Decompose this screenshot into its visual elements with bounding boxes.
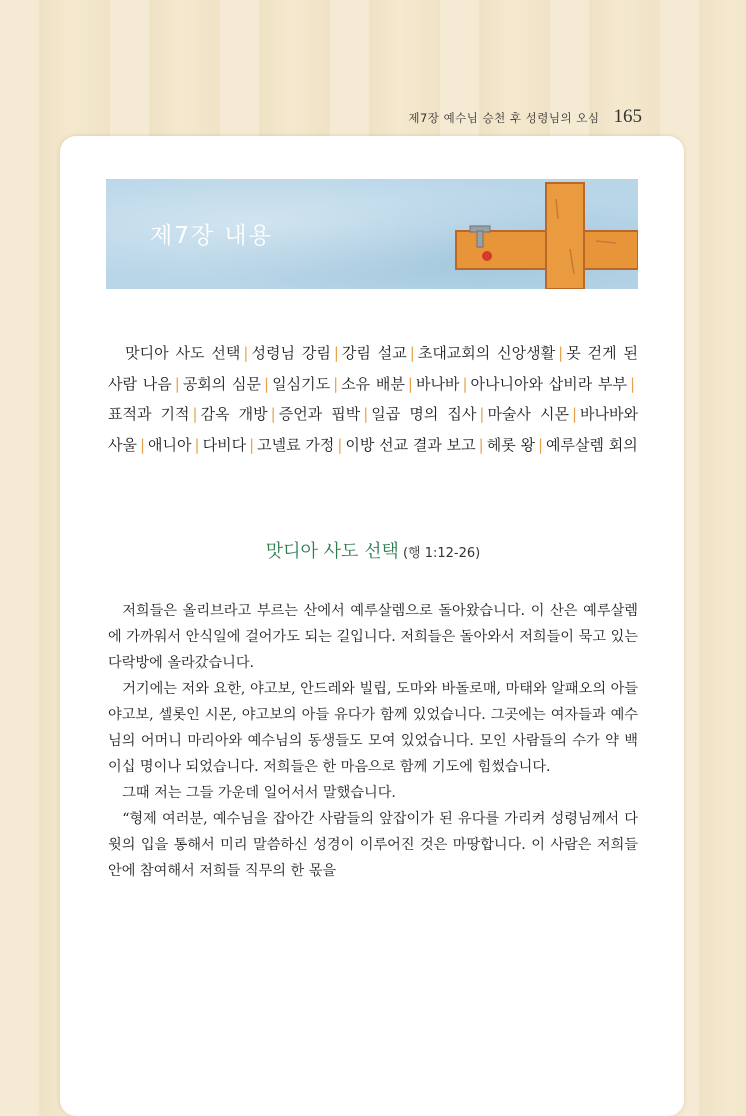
summary-item: 바나바와 사울 xyxy=(108,405,639,454)
summary-separator: | xyxy=(333,344,339,362)
summary-separator: | xyxy=(194,435,200,454)
summary-item: 소유 배분 xyxy=(341,374,405,393)
summary-item: 못 걷게 된 사람 나음 xyxy=(108,344,638,393)
summary-separator: | xyxy=(409,344,415,362)
summary-separator: | xyxy=(478,435,484,454)
summary-separator: | xyxy=(571,405,578,423)
summary-separator: | xyxy=(270,405,276,423)
banner-title: 제7장 내용 xyxy=(150,223,273,249)
summary-item: 다비다 xyxy=(202,435,247,454)
page-number: 165 xyxy=(613,106,642,127)
summary-separator: | xyxy=(537,435,544,454)
summary-separator: | xyxy=(243,344,249,362)
summary-item: 표적과 기적 xyxy=(108,405,190,423)
summary-separator: | xyxy=(629,374,636,393)
wooden-cross-with-nail-icon xyxy=(446,179,638,289)
summary-separator: | xyxy=(333,374,339,393)
body-paragraph: 저희들은 올리브라고 부르는 산에서 예루살렘으로 돌아왔습니다. 이 산은 예루살렘에 가까워서 안식일에 걸어가도 되는 길입니다. 저희들은 돌아와서 저희들이 묵고 있는 다락방에 올라갔습니다. xyxy=(108,603,638,671)
summary-item: 예루살렘 회의 xyxy=(546,435,638,454)
summary-separator: | xyxy=(264,374,270,393)
chapter-summary xyxy=(108,338,638,460)
summary-item: 마술사 시몬 xyxy=(487,405,569,423)
summary-item: 강림 설교 xyxy=(341,344,407,362)
summary-separator: | xyxy=(407,374,413,393)
body-text xyxy=(108,598,638,884)
summary-separator: | xyxy=(558,344,564,362)
summary-item: 증언과 핍박 xyxy=(278,405,361,423)
summary-item: 애니아 xyxy=(148,435,192,454)
scripture-reference: (행 1:12-26) xyxy=(402,546,481,561)
section-heading xyxy=(0,537,746,563)
summary-separator: | xyxy=(249,435,255,454)
summary-item: 이방 선교 결과 보고 xyxy=(345,435,476,454)
summary-item: 일곱 명의 집사 xyxy=(371,405,477,423)
summary-item: 일심기도 xyxy=(272,374,331,393)
body-paragraph: “형제 여러분, 예수님을 잡아간 사람들의 앞잡이가 된 유다를 가리켜 성령님께서 다윗의 입을 통해서 미리 말씀하신 성경이 이루어진 것은 마땅합니다. 이 사람은 저희들 안에 참여해서 저희들 직무의 한 몫을 xyxy=(108,811,638,879)
body-paragraph: 그때 저는 그들 가운데 일어서서 말했습니다. xyxy=(122,785,396,801)
summary-item: 헤롯 왕 xyxy=(486,435,535,454)
summary-item: 맛디아 사도 선택 xyxy=(125,344,241,362)
section-title: 맛디아 사도 선택 xyxy=(265,541,399,562)
summary-separator: | xyxy=(479,405,485,423)
summary-item: 공회의 심문 xyxy=(182,374,262,393)
running-header xyxy=(408,106,642,128)
summary-item: 성령님 강림 xyxy=(251,344,331,362)
summary-separator: | xyxy=(363,405,369,423)
summary-item: 아나니아와 삽비라 부부 xyxy=(470,374,627,393)
summary-item: 초대교회의 신앙생활 xyxy=(417,344,556,362)
summary-item: 감옥 개방 xyxy=(200,405,268,423)
summary-item: 바나바 xyxy=(415,374,460,393)
summary-separator: | xyxy=(192,405,198,423)
chapter-banner xyxy=(106,179,638,289)
body-paragraph: 거기에는 저와 요한, 야고보, 안드레와 빌립, 도마와 바돌로매, 마태와 알패오의 아들 야고보, 셀롯인 시몬, 야고보의 아들 유다가 함께 있었습니다. 그곳에는 여자들과 예수님의 어머니 마리아와 예수님의 동생들도 모여 있었습니다. 모인 사람들의 수가 약 백이십 명이나 되었습니다. 저희들은 한 마음으로 함께 기도에 힘썼습니다. xyxy=(108,681,638,775)
summary-separator: | xyxy=(139,435,146,454)
summary-separator: | xyxy=(462,374,468,393)
summary-separator: | xyxy=(337,435,343,454)
chapter-title: 제7장 예수님 승천 후 성령님의 오심 xyxy=(408,111,600,125)
summary-separator: | xyxy=(174,374,180,393)
summary-item: 고넬료 가정 xyxy=(257,435,335,454)
